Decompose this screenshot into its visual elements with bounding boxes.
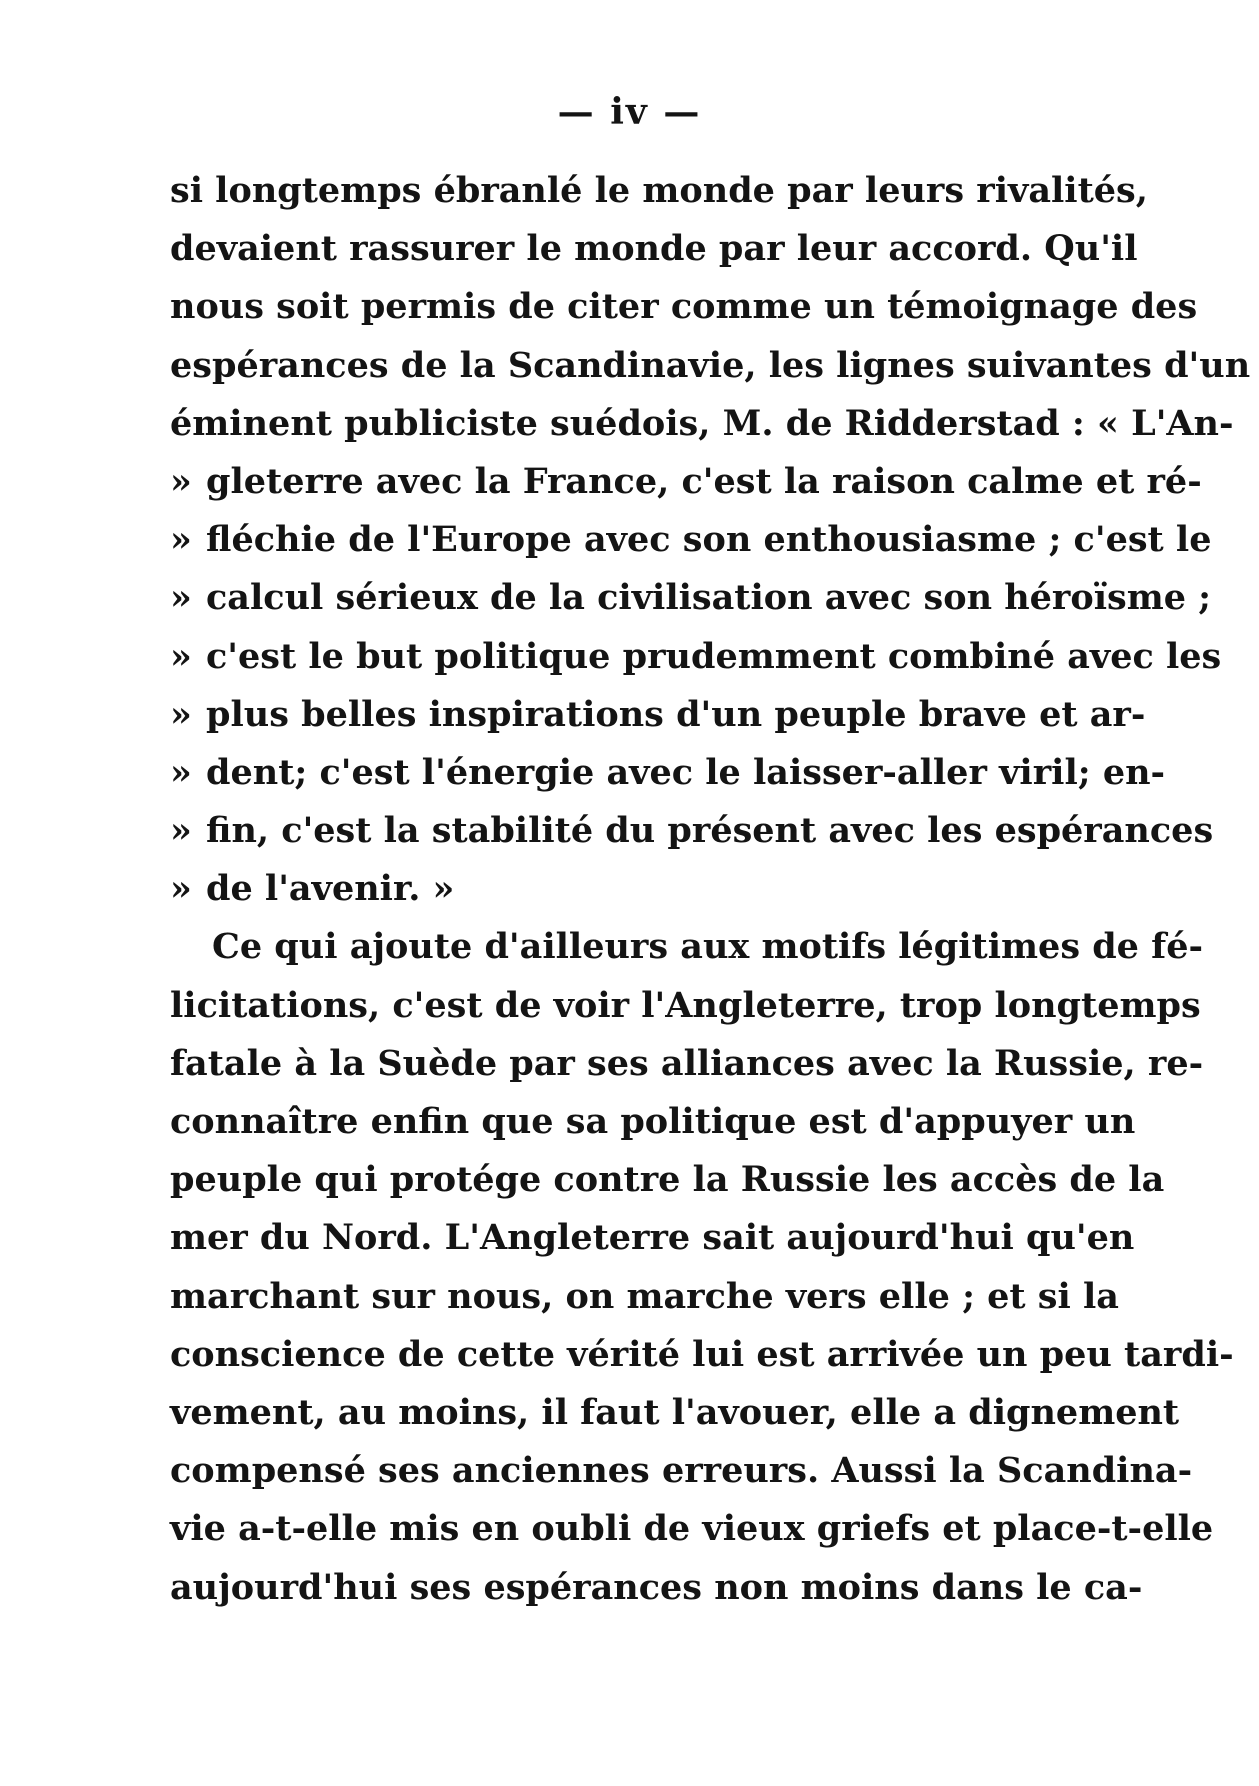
quote-line-text: gleterre avec la France, c'est la raison calme et ré- bbox=[206, 460, 1202, 502]
quote-mark: » bbox=[170, 868, 192, 910]
quote-line-text: calcul sérieux de la civilisation avec son héroïsme ; bbox=[206, 577, 1212, 619]
text-line: conscience de cette vérité lui est arrivée un peu tardi- bbox=[170, 1333, 1234, 1375]
text-line: compensé ses anciennes erreurs. Aussi la Scandina- bbox=[170, 1450, 1193, 1492]
text-line: connaître enfin que sa politique est d'appuyer un bbox=[170, 1101, 1136, 1142]
text-line: marchant sur nous, on marche vers elle ; et si la bbox=[170, 1275, 1119, 1317]
quote-line bbox=[170, 686, 1146, 744]
quote-line-text: plus belles inspirations d'un peuple brave et ar- bbox=[206, 693, 1146, 735]
quote-mark: » bbox=[170, 635, 192, 677]
quote-line-text: fin, c'est la stabilité du présent avec les espérances bbox=[206, 810, 1214, 852]
quote-line-text: fléchie de l'Europe avec son enthousiasme ; c'est le bbox=[206, 519, 1212, 561]
quote-line bbox=[170, 628, 1222, 686]
quote-line bbox=[170, 569, 1212, 627]
text-line: Ce qui ajoute d'ailleurs aux motifs légitimes de fé- bbox=[212, 926, 1203, 968]
quote-line bbox=[170, 453, 1202, 511]
quote-mark: » bbox=[170, 751, 192, 793]
text-line: éminent publiciste suédois, M. de Ridderstad : « L'An- bbox=[170, 402, 1234, 444]
quote-line bbox=[170, 744, 1166, 802]
body-text bbox=[170, 162, 1251, 1617]
text-line: si longtemps ébranlé le monde par leurs rivalités, bbox=[170, 170, 1148, 211]
text-line: peuple qui protége contre la Russie les accès de la bbox=[170, 1159, 1165, 1201]
text-line: aujourd'hui ses espérances non moins dans le ca- bbox=[170, 1566, 1143, 1608]
quote-line-text: de l'avenir. » bbox=[206, 868, 455, 910]
text-line: mer du Nord. L'Angleterre sait aujourd'hui qu'en bbox=[170, 1217, 1135, 1259]
quote-line-text: c'est le but politique prudemment combiné avec les bbox=[206, 635, 1222, 677]
text-line: nous soit permis de citer comme un témoignage des bbox=[170, 286, 1198, 328]
quote-line bbox=[170, 511, 1212, 569]
text-line: devaient rassurer le monde par leur accord. Qu'il bbox=[170, 228, 1138, 270]
text-line: vement, au moins, il faut l'avouer, elle a dignement bbox=[170, 1391, 1180, 1433]
text-line: espérances de la Scandinavie, les lignes suivantes d'un bbox=[170, 344, 1251, 386]
quote-mark: » bbox=[170, 810, 192, 852]
quote-line bbox=[170, 802, 1214, 860]
quote-mark: » bbox=[170, 519, 192, 561]
quote-mark: » bbox=[170, 577, 192, 619]
text-line: fatale à la Suède par ses alliances avec la Russie, re- bbox=[170, 1042, 1204, 1084]
text-line: vie a-t-elle mis en oubli de vieux griefs et place-t-elle bbox=[170, 1508, 1214, 1550]
text-line: licitations, c'est de voir l'Angleterre, trop longtemps bbox=[170, 984, 1201, 1026]
quote-line bbox=[170, 860, 1034, 918]
quote-line-text: dent; c'est l'énergie avec le laisser-aller viril; en- bbox=[206, 751, 1166, 793]
quote-mark: » bbox=[170, 693, 192, 735]
quote-mark: » bbox=[170, 460, 192, 502]
page-number: — iv — bbox=[557, 91, 702, 133]
